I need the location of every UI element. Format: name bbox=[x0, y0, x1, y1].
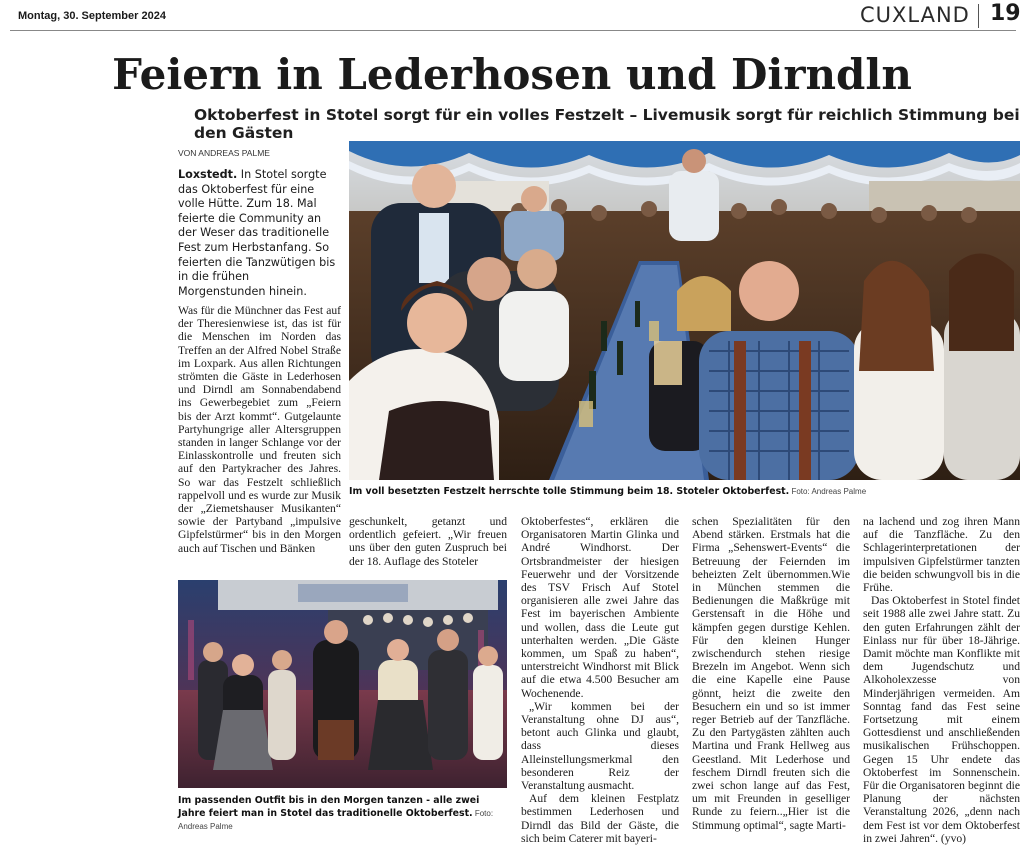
header-divider bbox=[978, 4, 979, 28]
main-photo-caption bbox=[349, 485, 1020, 498]
author-signature: (yvo) bbox=[938, 831, 967, 845]
body-paragraph: „Wir kommen bei der Veranstaltung ohne DJ aus“, betont auch Glinka und glaubt, dass dieses Alleinstellungsmerkmal den besonderen Reiz der Veranstaltung ausmacht. bbox=[521, 699, 679, 793]
photo-credit: Foto: Andreas Palme bbox=[178, 809, 494, 831]
caption-text: Im passenden Outfit bis in den Morgen tanzen - alle zwei Jahre feiert man in Stotel das traditionelle Oktoberfest. bbox=[178, 795, 480, 819]
article-column-5 bbox=[863, 515, 1020, 845]
article-column-3 bbox=[521, 515, 679, 845]
issue-date: Montag, 30. September 2024 bbox=[18, 10, 166, 22]
article-column-2 bbox=[349, 515, 507, 568]
header-rule bbox=[10, 30, 1016, 31]
body-paragraph bbox=[863, 594, 1020, 845]
main-photo bbox=[349, 141, 1020, 480]
byline: VON ANDREAS PALME bbox=[178, 148, 270, 158]
body-paragraph: geschunkelt, getanzt und ordentlich gefeiert. „Wir freuen uns über den guten Zuspruch bei der 18. Auflage des Stoteler bbox=[349, 515, 507, 568]
dateline: Loxstedt. bbox=[178, 168, 238, 181]
second-photo-caption bbox=[178, 794, 508, 833]
article-headline: Feiern in Lederhosen und Dirndln bbox=[112, 50, 912, 99]
body-paragraph: Oktoberfestes“, erklären die Organisatoren Martin Glinka und André Windhorst. Der Ortsbrandmeister der hiesigen Feuerwehr und der Vorsitzende des TSV Frisch Auf Stotel organisieren alle zwei Jahre das Fest im bayerischen Ambiente und wollen, dass die Leute gut unterhalten werden. „Die Gäste kommen, um Spaß zu haben“, unterstreicht Windhorst mit Blick auf die etwa 4.500 Besucher am Wochenende. bbox=[521, 515, 679, 700]
article-lead bbox=[178, 168, 340, 299]
body-paragraph: Auf dem kleinen Festplatz bestimmen Lederhosen und Dirndl das Bild der Gäste, die sich beim Caterer mit bayeri- bbox=[521, 792, 679, 845]
lead-text: In Stotel sorgte das Oktoberfest für eine volle Hütte. Zum 18. Mal feierte die Community an der Weser das traditionelle Fest zum Herbstanfang. So feierten die Tanzwütigen bis in die frühen Morgenstunden hinein. bbox=[178, 168, 336, 298]
photo-credit: Foto: Andreas Palme bbox=[789, 487, 867, 496]
article-column-1 bbox=[178, 304, 341, 555]
section-name: CUXLAND bbox=[860, 3, 970, 27]
body-paragraph: na lachend und zog ihren Mann auf die Tanzfläche. Zu den Schlagerinterpretationen der impulsiven Gipfelstürmer tanzten die beiden schwungvoll bis in die Frühe. bbox=[863, 515, 1020, 595]
article-subheadline: Oktoberfest in Stotel sorgt für ein volles Festzelt – Livemusik sorgt für reichlich Stimmung bei den Gästen bbox=[194, 106, 1020, 142]
page-number: 19 bbox=[990, 1, 1021, 26]
second-photo bbox=[178, 580, 507, 788]
body-text: Das Oktoberfest in Stotel findet seit 1988 alle zwei Jahre statt. Zu den guten Erfahrungen zählt der Einlass nur für über 18-Jährige. Damit möchte man Konflikte mit dem Jugendschutz und Alkoholexzesse von Minderjährigen vermeiden. Am Sonntag fand das Fest seine Fortsetzung mit einem Gottesdienst und anschließenden musikalischen Frühschoppen. Gegen 15 Uhr endete das Oktoberfest im Sonnenschein. Für die Organisatoren beginnt die Planung der nächsten Veranstaltung 2026, „denn nach dem Fest ist vor dem Oktoberfest in zwei Jahren“. bbox=[863, 594, 1020, 845]
page-header bbox=[10, 0, 1021, 30]
body-paragraph: schen Spezialitäten für den Abend stärken. Erstmals hat die Firma „Sehenswert-Events“ die Betreuung der Feiernden im beheizten Zelt übernommen.Wie in München stemmen die Bedienungen die Maßkrüge mit Gerstensaft in die Höhe und kämpfen gegen durstige Kehlen. Für den kleinen Hunger zwischendurch stehen riesige Brezeln im Angebot. Wenn sich die eine Kapelle eine Pause gönnt, heizt die zweite den Besuchern ein und so ist immer reger Betrieb auf der Tanzfläche. Zu den Partygästen zählten auch Martina und Frank Hellweg aus Geestland. Mit Lederhose und feschem Dirndl freuten sich die zwei schon lange auf das Fest, um mit Freunden in geselliger Runde zu feiern..„Hier ist die Stimmung optimal“, sagte Marti- bbox=[692, 515, 850, 832]
caption-text: Im voll besetzten Festzelt herrschte tolle Stimmung beim 18. Stoteler Oktoberfest. bbox=[349, 486, 790, 497]
article-column-4 bbox=[692, 515, 850, 832]
body-paragraph: Was für die Münchner das Fest auf der Theresienwiese ist, das ist für die Menschen im Norden das Treffen an der Alfred Nobel Straße im Loxpark. Aus allen Richtungen strömten die Gäste in Lederhosen und Dirndl am Sonnabendabend ins Gewerbegebiet zum „Feiern bis der Arzt kommt“. Gutgelaunte Partyhungrige aller Altersgruppen standen in langer Schlange vor der Einlasskontrolle und freuten sich auf den Partykracher des Jahres. So war das Festzelt schließlich rappelvoll und es wurde zur Musik der „Ziemetshauser Musikanten“ sowie der Partyband „impulsive Gipfelstürmer“ bis in den Morgen auch auf Tischen und Bänken bbox=[178, 304, 341, 555]
